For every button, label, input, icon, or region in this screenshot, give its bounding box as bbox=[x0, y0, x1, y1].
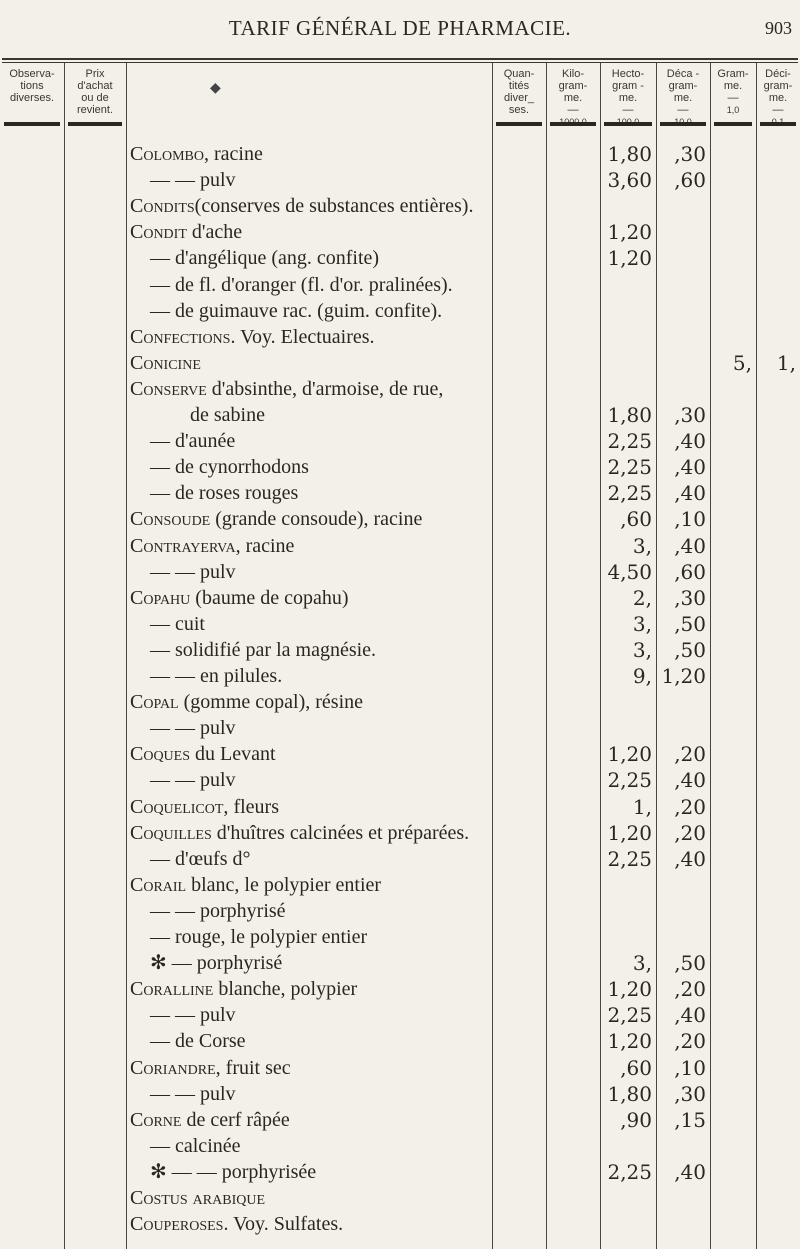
column-header-bar bbox=[550, 122, 596, 126]
price-deca: ,20 bbox=[674, 820, 706, 845]
table-row-label bbox=[130, 140, 490, 168]
table-row-label bbox=[130, 845, 510, 873]
entry-lead: Coquilles bbox=[130, 821, 212, 844]
entry-lead: Consoude bbox=[130, 508, 211, 531]
entry-lead: Conicine bbox=[130, 351, 201, 374]
column-divider bbox=[64, 63, 65, 1249]
column-header-line: d'achat bbox=[77, 80, 113, 92]
price-deca: ,30 bbox=[674, 403, 706, 427]
entry-text: d'absinthe, d'armoise, de rue, bbox=[206, 377, 444, 400]
price-hecto: 1,20 bbox=[607, 820, 652, 845]
entry-text: — d'œufs d° bbox=[150, 847, 251, 870]
entry-lead: Condit bbox=[130, 221, 187, 244]
entry-lead: Confections. bbox=[130, 325, 236, 348]
column-header-line: me. bbox=[723, 80, 743, 92]
entry-text: — de cynorrhodons bbox=[150, 456, 309, 479]
price-hecto: 1, bbox=[632, 794, 652, 819]
entry-lead: Copahu bbox=[130, 586, 191, 609]
price-deca: ,10 bbox=[674, 1055, 706, 1080]
table-row-label bbox=[130, 871, 490, 899]
column-divider bbox=[546, 63, 547, 1249]
column-header-gram bbox=[710, 68, 756, 116]
price-deca: ,50 bbox=[674, 637, 706, 662]
entry-lead: Coquelicot, bbox=[130, 795, 229, 818]
column-header-line: Déci- bbox=[765, 68, 791, 80]
price-deca: ,50 bbox=[674, 611, 706, 636]
column-divider bbox=[710, 63, 711, 1249]
column-header-line: Observa- bbox=[9, 68, 55, 80]
column-header-line: ou de bbox=[81, 92, 109, 104]
price-deci: 1, bbox=[776, 350, 796, 375]
price-deca: ,40 bbox=[674, 455, 706, 480]
table-row-label bbox=[130, 297, 510, 325]
column-header-unit: 1,0 bbox=[726, 105, 740, 115]
column-header-prix bbox=[64, 68, 126, 116]
table-row-label bbox=[130, 662, 510, 690]
price-hecto: 1,20 bbox=[607, 220, 652, 245]
price-deca: ,40 bbox=[674, 1159, 706, 1184]
price-deca: ,20 bbox=[674, 1029, 706, 1054]
entry-lead: Corne bbox=[130, 1108, 182, 1131]
table-row-label bbox=[130, 271, 510, 299]
table-row-label bbox=[130, 1106, 490, 1134]
entry-text: — porphyrisé bbox=[171, 952, 283, 975]
price-hecto: 1,80 bbox=[607, 403, 652, 427]
table-row-label bbox=[130, 923, 510, 951]
table-row-label bbox=[130, 897, 510, 925]
price-hecto: 2,25 bbox=[607, 429, 652, 454]
column-header-dash: — bbox=[677, 104, 689, 116]
table-row-label bbox=[130, 375, 490, 403]
entry-text: Voy. Electuaires. bbox=[235, 325, 375, 348]
column-header-line: Quan- bbox=[503, 68, 535, 80]
table-row-label bbox=[130, 714, 510, 742]
price-hecto: 2,25 bbox=[607, 455, 652, 480]
price-hecto: 9, bbox=[632, 664, 652, 688]
price-hecto: ,60 bbox=[620, 507, 652, 532]
column-header-line: me. bbox=[768, 92, 788, 104]
column-header-line: diverses. bbox=[9, 92, 55, 104]
table-row-label bbox=[130, 479, 510, 507]
top-rule-thin bbox=[2, 62, 798, 63]
price-deca: ,10 bbox=[674, 507, 706, 532]
column-header-bar bbox=[760, 122, 796, 126]
entry-text: — de roses rouges bbox=[150, 482, 299, 505]
price-deca: ,30 bbox=[674, 585, 706, 610]
entry-lead: Corail bbox=[130, 873, 187, 896]
price-hecto: 2,25 bbox=[607, 768, 652, 793]
entry-text: racine bbox=[209, 143, 263, 165]
price-hecto: 3, bbox=[632, 637, 652, 662]
price-deca: ,60 bbox=[674, 559, 706, 584]
price-hecto: 1,80 bbox=[607, 142, 652, 166]
table-row-label bbox=[130, 636, 510, 664]
entry-text: — de guimauve rac. (guim. confite). bbox=[150, 299, 443, 322]
entry-text: — cuit bbox=[150, 612, 205, 635]
entry-lead: Condits bbox=[130, 195, 195, 218]
entry-text: de sabine bbox=[190, 404, 265, 426]
table-row-label bbox=[130, 766, 510, 794]
price-deca: ,15 bbox=[674, 1107, 706, 1132]
entry-text: — rouge, le polypier entier bbox=[150, 926, 368, 948]
column-header-hecto bbox=[600, 68, 656, 128]
table-row-label bbox=[130, 1054, 490, 1082]
price-hecto: 4,50 bbox=[607, 559, 652, 584]
entry-text: — — porphyrisée bbox=[171, 1160, 317, 1183]
column-header-quantites bbox=[492, 68, 546, 116]
price-hecto: 3, bbox=[632, 533, 652, 558]
entry-text: — d'aunée bbox=[150, 430, 236, 453]
ornament-icon: ◆ bbox=[210, 81, 221, 96]
column-header-line: me. bbox=[618, 92, 638, 104]
table-row-label bbox=[130, 1001, 510, 1029]
entry-text: — solidifié par la magnésie. bbox=[150, 638, 377, 661]
entry-text: du Levant bbox=[190, 743, 276, 766]
price-hecto: 3, bbox=[632, 611, 652, 636]
price-deca: ,40 bbox=[674, 533, 706, 558]
entry-text: blanc, le polypier entier bbox=[186, 873, 382, 896]
table-row-label bbox=[130, 949, 510, 977]
entry-lead: Colombo, bbox=[130, 143, 210, 165]
column-header-line: Prix bbox=[85, 68, 105, 80]
table-row-label bbox=[130, 218, 490, 246]
column-header-dash: — bbox=[567, 104, 579, 116]
table-row-label bbox=[130, 688, 490, 716]
column-header-line: me. bbox=[673, 92, 693, 104]
price-hecto: 3,60 bbox=[607, 168, 652, 193]
entry-lead: Conserve bbox=[130, 377, 207, 400]
table-row-label bbox=[130, 505, 490, 533]
column-divider bbox=[126, 63, 127, 1249]
price-deca: ,40 bbox=[674, 768, 706, 793]
price-deca: ,40 bbox=[674, 1003, 706, 1028]
column-header-dash: — bbox=[727, 92, 739, 104]
table-row-label bbox=[130, 1210, 490, 1238]
entry-text: — d'angélique (ang. confite) bbox=[150, 247, 380, 270]
price-deca: ,20 bbox=[674, 977, 706, 1002]
entry-lead: Costus arabique bbox=[130, 1187, 266, 1209]
price-hecto: 1,20 bbox=[607, 742, 652, 767]
entry-text: — de Corse bbox=[150, 1030, 246, 1053]
entry-lead: Coriandre, bbox=[130, 1056, 221, 1079]
price-deca: ,20 bbox=[674, 794, 706, 819]
table-row-label bbox=[130, 1132, 510, 1160]
table-row-label bbox=[130, 1184, 490, 1212]
table-row-label bbox=[130, 166, 510, 194]
column-header-line: gram- bbox=[558, 80, 588, 92]
column-header-bar bbox=[496, 122, 542, 126]
table-row-label bbox=[130, 532, 490, 560]
top-rule bbox=[2, 58, 798, 60]
asterism-icon: ✻ bbox=[150, 952, 172, 975]
price-hecto: ,90 bbox=[620, 1107, 652, 1132]
column-header-dash: — bbox=[622, 104, 634, 116]
entry-text: — — pulv bbox=[150, 769, 236, 792]
price-hecto: 1,20 bbox=[607, 1029, 652, 1054]
entry-text: (grande consoude), racine bbox=[210, 508, 423, 531]
table-row-label bbox=[130, 584, 490, 612]
table-row-label bbox=[130, 453, 510, 481]
table-row-label bbox=[130, 740, 490, 768]
entry-text: — — pulv bbox=[150, 1004, 236, 1027]
entry-text: — — porphyrisé bbox=[150, 899, 286, 922]
entry-text: d'ache bbox=[186, 221, 243, 244]
column-header-bar bbox=[714, 122, 752, 126]
table-row-label bbox=[130, 192, 490, 220]
column-header-line: me. bbox=[563, 92, 583, 104]
column-divider bbox=[756, 63, 757, 1249]
price-hecto: 2,25 bbox=[607, 1003, 652, 1028]
entry-lead: Copal bbox=[130, 691, 179, 714]
price-deca: ,40 bbox=[674, 429, 706, 454]
price-deca: ,30 bbox=[674, 142, 706, 166]
price-hecto: 2,25 bbox=[607, 1159, 652, 1184]
price-deca: ,20 bbox=[674, 742, 706, 767]
column-header-line: diver_ bbox=[504, 92, 534, 104]
column-header-observations bbox=[0, 68, 64, 104]
price-hecto: 1,20 bbox=[607, 246, 652, 271]
price-deca: ,40 bbox=[674, 846, 706, 871]
column-header-line: ses. bbox=[508, 104, 530, 116]
entry-text: d'huîtres calcinées et préparées. bbox=[211, 821, 470, 844]
entry-text: (gomme copal), résine bbox=[178, 691, 363, 714]
price-hecto: 1,80 bbox=[607, 1081, 652, 1106]
table-row-label bbox=[130, 819, 490, 847]
entry-text: racine bbox=[240, 534, 295, 557]
table-row-label bbox=[130, 401, 550, 429]
table-row-label bbox=[130, 244, 510, 272]
column-header-line: Hecto- bbox=[611, 68, 645, 80]
entry-text: — — pulv bbox=[150, 560, 236, 583]
price-deca: 1,20 bbox=[661, 664, 706, 688]
entry-text: — — en pilules. bbox=[150, 665, 283, 687]
page-number: 903 bbox=[765, 18, 792, 38]
entry-lead: Coralline bbox=[130, 978, 214, 1001]
column-header-line: Kilo- bbox=[561, 68, 584, 80]
entry-lead: Couperoses. bbox=[130, 1213, 229, 1236]
entry-text: (baume de copahu) bbox=[190, 586, 349, 609]
running-title: TARIF GÉNÉRAL DE PHARMACIE. bbox=[228, 16, 572, 40]
price-hecto: 1,20 bbox=[607, 977, 652, 1002]
column-header-line: gram - bbox=[612, 80, 644, 92]
column-header-line: tités bbox=[508, 80, 530, 92]
table-row-label bbox=[130, 793, 490, 821]
entry-text: — — pulv bbox=[150, 169, 236, 192]
table-row-label bbox=[130, 1158, 510, 1186]
table-row-label bbox=[130, 349, 490, 377]
entry-text: — — pulv bbox=[150, 1082, 236, 1105]
column-header-line: Déca - bbox=[666, 68, 700, 80]
entry-lead: Contrayerva, bbox=[130, 534, 241, 557]
table-row-label bbox=[130, 975, 490, 1003]
price-hecto: 2,25 bbox=[607, 846, 652, 871]
column-header-bar bbox=[4, 122, 60, 126]
column-header-kilo bbox=[546, 68, 600, 128]
column-header-deca bbox=[656, 68, 710, 128]
entry-lead: Coques bbox=[130, 743, 191, 766]
entry-text: — calcinée bbox=[150, 1134, 241, 1157]
price-gram: 5, bbox=[732, 350, 752, 375]
price-deca: ,40 bbox=[674, 481, 706, 506]
price-deca: ,50 bbox=[674, 951, 706, 976]
entry-text: fruit sec bbox=[220, 1056, 291, 1079]
price-hecto: 2, bbox=[632, 585, 652, 610]
price-deca: ,30 bbox=[674, 1081, 706, 1106]
entry-text: Voy. Sulfates. bbox=[228, 1213, 344, 1236]
column-header-line: gram- bbox=[668, 80, 698, 92]
table-row-label bbox=[130, 1080, 510, 1108]
table-row-label bbox=[130, 427, 510, 455]
entry-text: fleurs bbox=[228, 795, 279, 818]
entry-text: — de fl. d'oranger (fl. d'or. pralinées). bbox=[150, 273, 453, 296]
entry-text: blanche, polypier bbox=[213, 978, 358, 1001]
asterism-icon: ✻ bbox=[150, 1160, 172, 1183]
entry-text: (conserves de substances entières). bbox=[194, 195, 474, 218]
table-row-label bbox=[130, 323, 490, 351]
column-header-bar bbox=[604, 122, 652, 126]
column-header-line: gram- bbox=[763, 80, 793, 92]
column-header-line: revient. bbox=[76, 104, 114, 116]
price-hecto: 2,25 bbox=[607, 481, 652, 506]
column-header-dash: — bbox=[772, 104, 784, 116]
column-header-deci bbox=[756, 68, 800, 128]
table-row-label bbox=[130, 558, 510, 586]
entry-text: de cerf râpée bbox=[181, 1108, 290, 1131]
column-header-bar bbox=[68, 122, 122, 126]
price-hecto: 3, bbox=[632, 951, 652, 976]
table-row-label bbox=[130, 610, 510, 638]
price-hecto: ,60 bbox=[620, 1055, 652, 1080]
column-header-line: Gram- bbox=[717, 68, 749, 80]
price-deca: ,60 bbox=[674, 168, 706, 193]
table-row-label bbox=[130, 1027, 510, 1055]
page-header bbox=[0, 12, 800, 42]
column-header-bar bbox=[660, 122, 706, 126]
entry-text: — — pulv bbox=[150, 717, 236, 740]
column-header-line: tions bbox=[20, 80, 44, 92]
